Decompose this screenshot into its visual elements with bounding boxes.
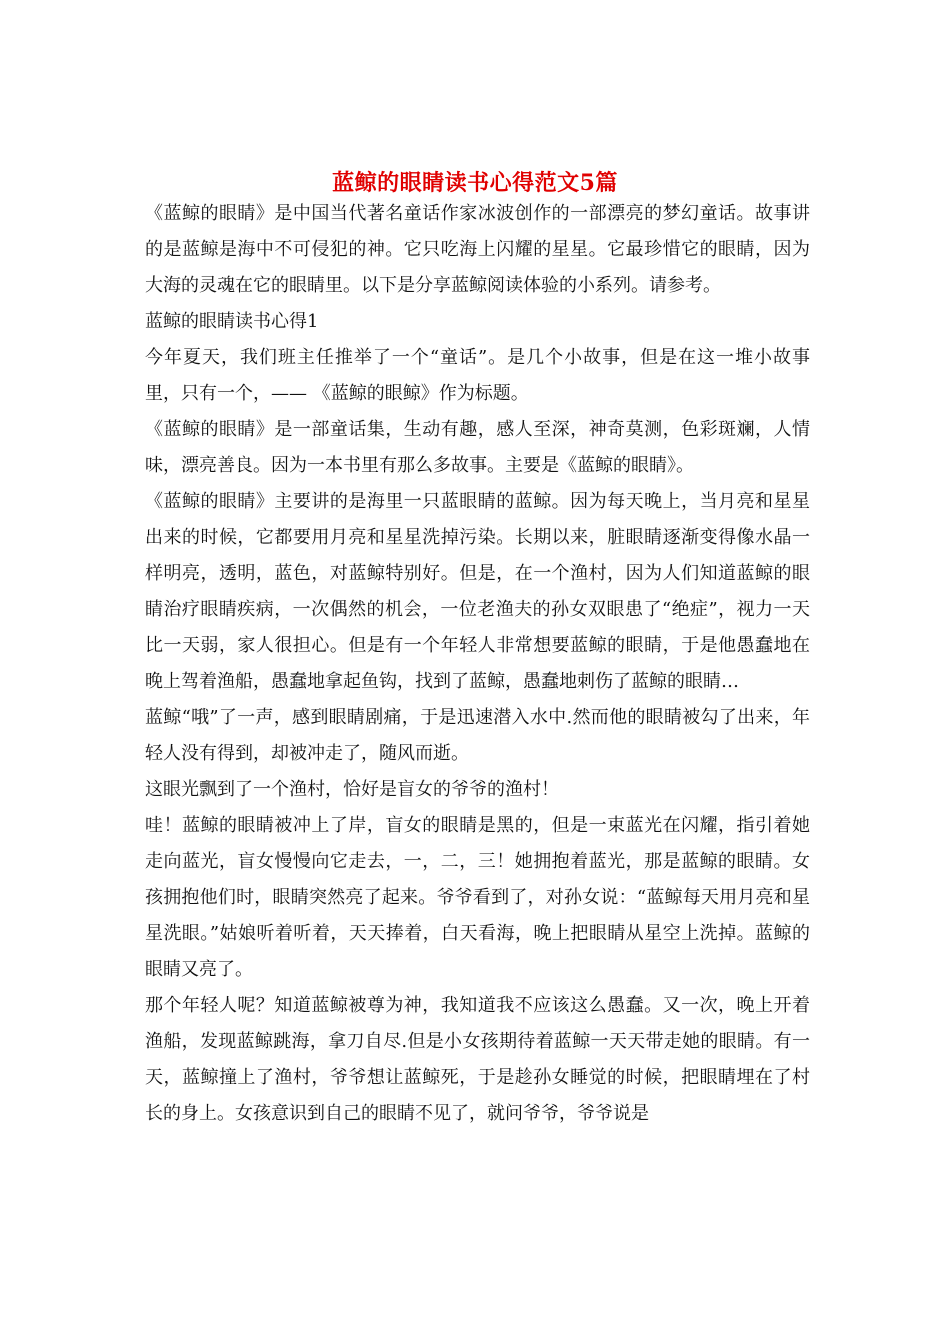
body-paragraph: 哇！蓝鲸的眼睛被冲上了岸，盲女的眼睛是黑的，但是一束蓝光在闪耀，指引着她走向蓝光，盲女慢慢向它走去，一，二，三！她拥抱着蓝光，那是蓝鲸的眼睛。女孩拥抱他们时，眼睛突然亮了起来。爷爷看到了，对孙女说：“蓝鲸每天用月亮和星星洗眼。”姑娘听着听着，天天捧着，白天看海，晚上把眼睛从星空上洗掉。蓝鲸的眼睛又亮了。: [145, 815, 810, 980]
document-title: 蓝鲸的眼睛读书心得范文5篇: [332, 169, 618, 196]
body-paragraph: 《蓝鲸的眼睛》是一部童话集，生动有趣，感人至深，神奇莫测，色彩斑斓，人情味，漂亮善良。因为一本书里有那么多故事。主要是《蓝鲸的眼睛》。: [145, 419, 810, 476]
section-heading: 蓝鲸的眼睛读书心得1: [145, 311, 319, 332]
document-body: [145, 196, 810, 1132]
body-paragraph: 这眼光飘到了一个渔村，恰好是盲女的爷爷的渔村！: [145, 779, 559, 800]
body-paragraph: 蓝鲸“哦”了一声，感到眼睛剧痛，于是迅速潜入水中.然而他的眼睛被勾了出来，年轻人没有得到，却被冲走了，随风而逝。: [145, 707, 810, 764]
body-paragraph: 《蓝鲸的眼睛》主要讲的是海里一只蓝眼睛的蓝鲸。因为每天晚上，当月亮和星星出来的时候，它都要用月亮和星星洗掉污染。长期以来，脏眼睛逐渐变得像水晶一样明亮，透明，蓝色，对蓝鲸特别好。但是，在一个渔村，因为人们知道蓝鲸的眼睛治疗眼睛疾病，一次偶然的机会，一位老渔夫的孙女双眼患了“绝症”，视力一天比一天弱，家人很担心。但是有一个年轻人非常想要蓝鲸的眼睛，于是他愚蠢地在晚上驾着渔船，愚蠢地拿起鱼钩，找到了蓝鲸，愚蠢地刺伤了蓝鲸的眼睛…: [145, 491, 810, 692]
body-paragraph: 那个年轻人呢？知道蓝鲸被尊为神，我知道我不应该这么愚蠢。又一次，晚上开着渔船，发现蓝鲸跳海，拿刀自尽.但是小女孩期待着蓝鲸一天天带走她的眼睛。有一天，蓝鲸撞上了渔村，爷爷想让蓝鲸死，于是趁孙女睡觉的时候，把眼睛埋在了村长的身上。女孩意识到自己的眼睛不见了，就问爷爷，爷爷说是: [145, 995, 810, 1124]
intro-paragraph: 《蓝鲸的眼睛》是中国当代著名童话作家冰波创作的一部漂亮的梦幻童话。故事讲的是蓝鲸是海中不可侵犯的神。它只吃海上闪耀的星星。它最珍惜它的眼睛，因为大海的灵魂在它的眼睛里。以下是分享蓝鲸阅读体验的小系列。请参考。: [145, 203, 810, 296]
body-paragraph: 今年夏天，我们班主任推举了一个“童话”。是几个小故事，但是在这一堆小故事里，只有一个，—— 《蓝鲸的眼鲸》作为标题。: [145, 347, 810, 404]
